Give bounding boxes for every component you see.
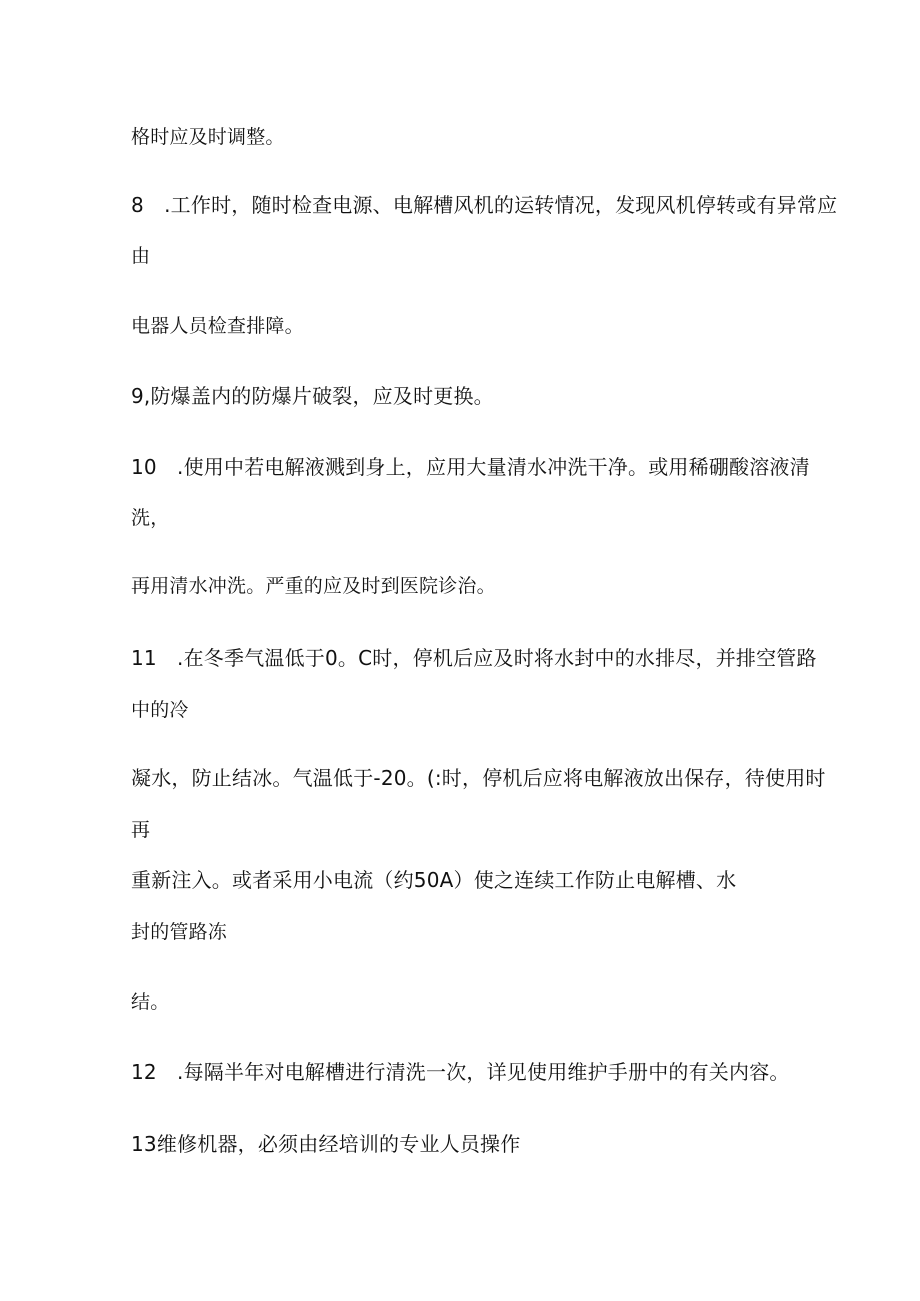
- text-line: 凝水，防止结冰。气温低于-20。(:时，停机后应将电解液放出保存，待使用时: [131, 766, 826, 790]
- text-line: 结。: [131, 991, 170, 1013]
- list-item-10: 10 .使用中若电解液溅到身上，应用大量清水冲洗干净。或用稀硼酸溶液清: [131, 455, 810, 479]
- list-item-8: 8 .工作时，随时检查电源、电解槽风机的运转情况，发现风机停转或有异常应: [131, 193, 838, 217]
- text-line: 封的管路冻: [131, 921, 228, 943]
- text-line: 洗，: [131, 507, 170, 529]
- text-line: 再用清水冲洗。严重的应及时到医院诊治。: [131, 575, 496, 597]
- list-item-13: 13维修机器，必须由经培训的专业人员操作: [131, 1132, 521, 1156]
- list-item-12: 12 .每隔半年对电解槽进行清洗一次，详见使用维护手册中的有关内容。: [131, 1060, 790, 1084]
- list-item-9: 9,防爆盖内的防爆片破裂，应及时更换。: [131, 384, 494, 408]
- text-line: 再: [131, 819, 151, 841]
- text-line: 格时应及时调整。: [131, 126, 285, 148]
- list-item-11: 11 .在冬季气温低于0。C时，停机后应及时将水封中的水排尽，并排空管路: [131, 646, 817, 670]
- text-line: 重新注入。或者采用小电流（约50A）使之连续工作防止电解槽、水: [131, 868, 737, 892]
- text-line: 中的冷: [131, 699, 189, 721]
- text-line: 电器人员检查排障。: [131, 315, 304, 337]
- text-line: 由: [131, 245, 151, 267]
